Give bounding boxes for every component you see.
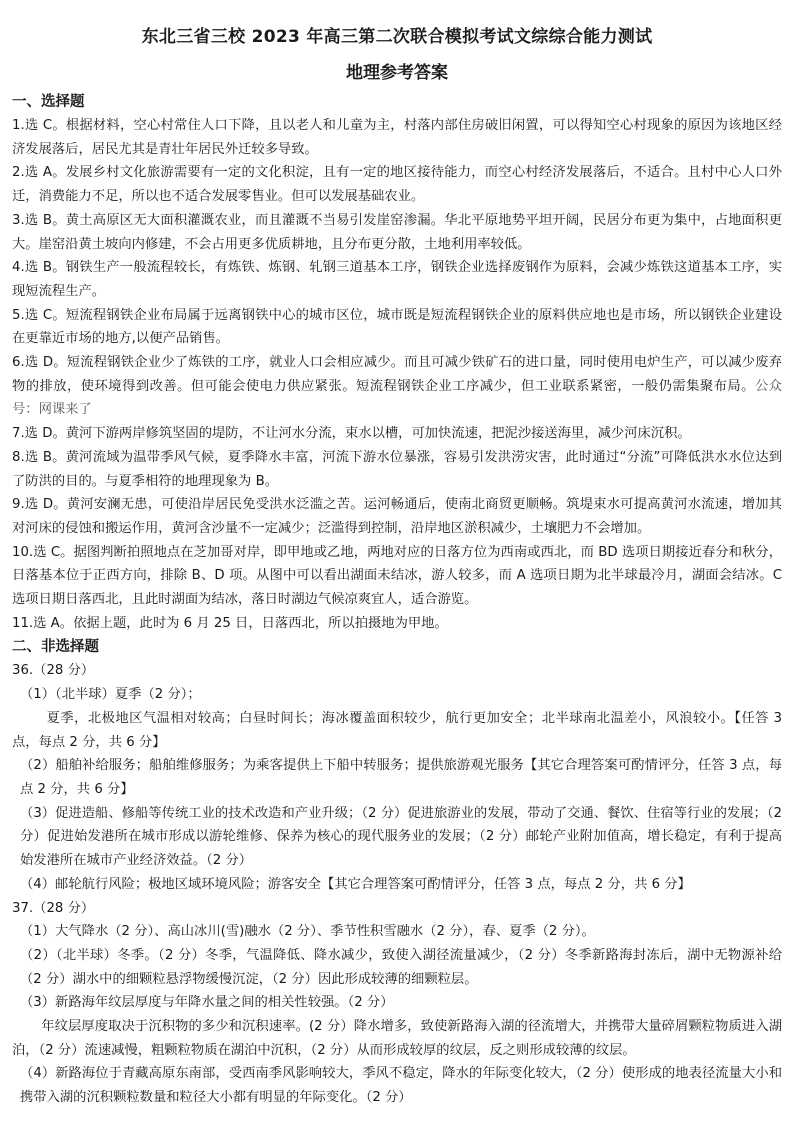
q37-part1: （1）大气降水（2 分）、高山冰川(雪)融水（2 分）、季节性积雪融水（2 分），春、夏季（2 分）。 [20, 924, 595, 940]
q37-part2: （2）（北半球）冬季。（2 分）冬季，气温降低、降水减少，致使入湖径流量减少，（2 分）冬季新路海封冻后，湖中无物源补给（2 分）湖水中的细颗粒悬浮物缓慢沉淀，（2 分）因此形成较薄的细颗粒层。 [20, 947, 782, 987]
document-subtitle: 地理参考答案 [346, 63, 448, 83]
q37-heading: 37.（28 分） [12, 900, 95, 916]
answer-q6 [12, 351, 782, 422]
section-heading-nonchoice: 二、非选择题 [12, 639, 99, 656]
answer-q10: 10.选 C。据图判断拍照地点在芝加哥对岸，即甲地或乙地，两地对应的日落方位为西南或西北，而 BD 选项日期接近春分和秋分，日落基本位于正西方向，排除 B、D 项。从图中可以看出湖面未结冰，游人较多，而 A 选项日期为北半球最冷月，湖面会结冰。C 选项日期日落西北，且此时湖面为结冰，落日时湖边气候凉爽宜人，适合游览。 [12, 544, 782, 608]
answer-q7: 7.选 D。黄河下游两岸修筑坚固的堤防，不让河水分流，束水以槽，可加快流速，把泥沙接送海里，减少河床沉积。 [12, 426, 691, 442]
q37-part4: （4）新路海位于青藏高原东南部，受西南季风影响较大，季风不稳定，降水的年际变化较大，（2 分）使形成的地表径流量大小和携带入湖的沉积颗粒数量和粒径大小都有明显的年际变化。（2 分） [20, 1066, 782, 1106]
answer-q3: 3.选 B。黄土高原区无大面积灌溉农业，而且灌溉不当易引发崖窑渗漏。华北平原地势平坦开阔，民居分布更为集中，占地面积更大。崖窑沿黄土坡向内修建，不会占用更多优质耕地，且分布更分散，土地利用率较低。 [12, 212, 782, 252]
answer-q5: 5.选 C。短流程钢铁企业布局属于远离钢铁中心的城市区位，城市既是短流程钢铁企业的原料供应地也是市场，所以钢铁企业建设在更靠近市场的地方,以便产品销售。 [12, 307, 782, 347]
q37-part3: （3）新路海年纹层厚度与年降水量之间的相关性较强。（2 分） [20, 995, 394, 1011]
answer-q9: 9.选 D。黄河安澜无患，可使沿岸居民免受洪水泛滥之苦。运河畅通后，使南北商贸更顺畅。筑堤束水可提高黄河水流速，增加其对河床的侵蚀和搬运作用，黄河含沙量不一定减少；泛滥得到控制，沿岸地区淤积减少，土壤肥力不会增加。 [12, 497, 782, 536]
q36-part4: （4）邮轮航行风险；极地区域环境风险；游客安全【其它合理答案可酌情评分，任答 3 点，每点 2 分，共 6 分】 [20, 876, 691, 892]
section-heading-choice: 一、选择题 [12, 94, 85, 110]
q37-part3-detail: 年纹层厚度取决于沉积物的多少和沉积速率。(2 分）降水增多，致使新路海入湖的径流增大，并携带大量碎屑颗粒物质进入湖泊，（2 分）流速减慢，粗颗粒物质在湖泊中沉积，（2 分）从而形成较厚的纹层，反之则形成较薄的纹层。 [12, 1019, 782, 1058]
q36-part1-detail: 夏季，北极地区气温相对较高；白昼时间长；海冰覆盖面积较少，航行更加安全；北半球南北温差小，风浪较小。【任答 3 点，每点 2 分，共 6 分】 [12, 710, 782, 750]
q36-part2: （2）船舶补给服务；船舶维修服务；为乘客提供上下船中转服务；提供旅游观光服务【其它合理答案可酌情评分，任答 3 点，每点 2 分，共 6 分】 [20, 758, 782, 797]
answer-q6-text: 6.选 D。短流程钢铁企业少了炼铁的工序，就业人口会相应减少。而且可减少铁矿石的进口量，同时使用电炉生产，可以减少废弃物的排放，使环境得到改善。但可能会使电力供应紧张。短流程钢铁企业工序减少，但工业联系紧密，一般仍需集聚布局。 [12, 355, 782, 394]
q36-heading: 36.（28 分） [12, 663, 95, 679]
q36-part1: （1）（北半球）夏季（2 分）； [20, 687, 201, 703]
answer-q1: 1.选 C。根据材料，空心村常住人口下降，且以老人和儿童为主，村落内部住房破旧闲置，可以得知空心村现象的原因为该地区经济发展落后，居民尤其是青壮年居民外迁较多导致。 [12, 118, 782, 157]
document-title: 东北三省三校 2023 年高三第二次联合模拟考试文综综合能力测试 [141, 27, 653, 47]
watermark-text: 公众号：网课来了 [12, 378, 783, 418]
q36-part3: （3）促进造船、修船等传统工业的技术改造和产业升级；（2 分）促进旅游业的发展，带动了交通、餐饮、住宿等行业的发展；（2 分）促进始发港所在城市形成以游轮维修、保养为核心的现代服务业的发展；（2 分）邮轮产业附加值高，增长稳定，有利于提高始发港所在城市产业经济效益。（2 分） [20, 805, 782, 869]
answer-q8: 8.选 B。黄河流域为温带季风气候，夏季降水丰富，河流下游水位暴涨，容易引发洪涝灾害，此时通过“分流”可降低洪水水位达到了防洪的目的。与夏季相符的地理现象为 B。 [12, 449, 782, 489]
answer-q2: 2.选 A。发展乡村文化旅游需要有一定的文化积淀，且有一定的地区接待能力，而空心村经济发展落后，不适合。且村中心人口外迁，消费能力不足，所以也不适合发展零售业。但可以发展基础农业。 [12, 165, 782, 205]
answer-q4: 4.选 B。钢铁生产一般流程较长，有炼铁、炼钢、轧钢三道基本工序，钢铁企业选择废钢作为原料，会减少炼铁这道基本工序，实现短流程生产。 [12, 260, 782, 299]
answer-q11: 11.选 A。依据上题，此时为 6 月 25 日，日落西北，所以拍摄地为甲地。 [12, 615, 448, 631]
